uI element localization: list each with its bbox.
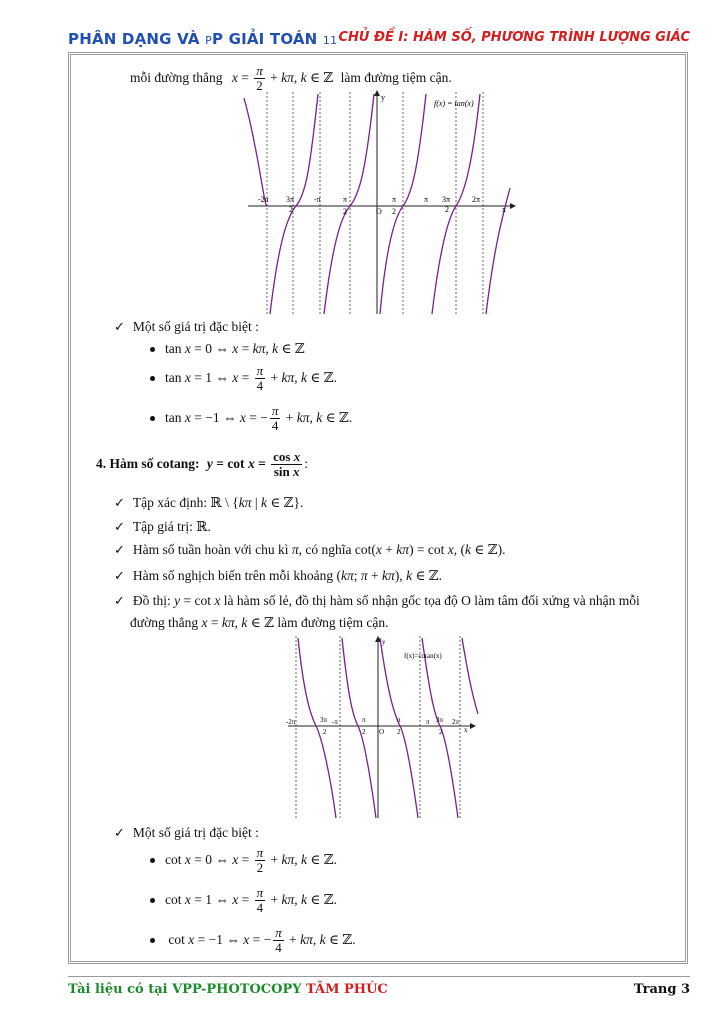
cot-graph-desc: ✓ Đồ thị: y = cot x là hàm số lẻ, đồ thị hàm số nhận gốc tọa độ O làm tâm đối xứng và nhận mỗi	[114, 593, 640, 609]
header-grade: 11	[322, 34, 338, 47]
cot-graph-desc-2: đường thẳng x = kπ, k ∈ ℤ làm đường tiệm cận.	[130, 615, 389, 630]
bullet-icon	[150, 938, 155, 943]
tan-tick-labels	[258, 93, 506, 216]
svg-text:π: π	[362, 716, 366, 724]
svg-text:-2π: -2π	[286, 718, 296, 726]
cot-graph	[284, 634, 480, 820]
tan-graph	[240, 88, 520, 316]
svg-text:3π: 3π	[286, 195, 295, 204]
svg-text:π: π	[397, 716, 401, 724]
svg-text:-2π: -2π	[258, 195, 269, 204]
svg-text:3π: 3π	[442, 195, 451, 204]
text: đường thẳng	[130, 615, 199, 630]
svg-text:2π: 2π	[472, 195, 481, 204]
cot-periodic: ✓ Hàm số tuần hoàn với chu kì π, có nghĩa cot(x + kπ) = cot x, (k ∈ ℤ).	[114, 542, 506, 558]
tan-special-heading	[114, 320, 259, 334]
svg-text:2: 2	[343, 207, 347, 216]
check-icon: ✓	[114, 569, 125, 584]
header-title	[68, 30, 337, 48]
footer-divider	[68, 976, 690, 977]
svg-text:y: y	[381, 93, 385, 102]
check-icon: ✓	[114, 594, 125, 609]
tan-formula-2: tan x = 1 ⇔ x = $\frac{\pi}{4}$ + kπ, k ∈ ℤ.	[150, 364, 337, 394]
svg-text:3π: 3π	[436, 716, 444, 724]
svg-text:O: O	[379, 728, 385, 736]
text: Đồ thị:	[132, 593, 171, 608]
header-chapter: CHỦ ĐỀ I: HÀM SỐ, PHƯƠNG TRÌNH LƯỢNG GIÁC	[338, 30, 690, 45]
svg-text:π: π	[426, 718, 430, 726]
check-icon: ✓	[114, 520, 125, 535]
svg-text:2: 2	[289, 205, 293, 214]
check-icon: ✓	[114, 826, 125, 841]
cot-domain: ✓ Tập xác định: ℝ \ {kπ | k ∈ ℤ}.	[114, 495, 304, 511]
footer-source	[68, 982, 388, 997]
header-title-part: P	[205, 34, 212, 47]
cot-graph-label: f(x)=cotan(x)	[404, 652, 442, 660]
tan-graph-label: f(x) = tan(x)	[434, 99, 474, 108]
svg-text:π: π	[343, 195, 348, 204]
text: mỗi đường thẳng	[130, 69, 223, 85]
bullet-icon	[150, 898, 155, 903]
bullet-icon	[150, 416, 155, 421]
svg-text:2: 2	[439, 728, 443, 736]
svg-text:2: 2	[397, 728, 401, 736]
text: làm đường tiệm cận.	[277, 615, 389, 630]
text: Hàm số nghịch biến trên mỗi khoảng	[132, 568, 334, 583]
check-icon: ✓	[114, 496, 125, 511]
svg-text:x: x	[502, 205, 506, 214]
cot-formula-1: cot x = 0 ⇔ x = $\frac{\pi}{2}$ + kπ, k ∈ ℤ.	[150, 846, 337, 876]
text: là hàm số lẻ, đồ thị hàm số nhận gốc tọa độ O làm tâm đối xứng và nhận mỗi	[223, 593, 640, 608]
text: Hàm số tuần hoàn với chu kì	[132, 542, 289, 557]
cot-heading: 4. Hàm số cotang: y = cot x = $\frac{\text{cos x}}{\text{sin x}}$ :	[96, 449, 308, 480]
svg-text:π: π	[424, 195, 429, 204]
svg-text:3π: 3π	[320, 716, 328, 724]
cot-decreasing: ✓ Hàm số nghịch biến trên mỗi khoảng (kπ; π + kπ), k ∈ ℤ.	[114, 568, 443, 584]
tan-asymptote-line: mỗi đường thẳng x = $\frac{\pi}{2}$ + kπ, k ∈ ℤ làm đường tiệm cận.	[130, 63, 452, 94]
svg-text:π: π	[392, 195, 397, 204]
tan-formula-3: tan x = −1 ⇔ x = − $\frac{\pi}{4}$ + kπ, k ∈ ℤ.	[150, 404, 352, 434]
svg-text:2: 2	[392, 207, 396, 216]
svg-text:y: y	[382, 638, 386, 646]
footer-text: Tài liệu có tại VPP-PHOTOCOPY	[68, 982, 302, 997]
text: Một số giá trị đặc biệt :	[132, 825, 259, 840]
text: , có nghĩa	[298, 542, 352, 557]
svg-text:x: x	[464, 726, 468, 734]
text: Tập xác định:	[132, 495, 208, 510]
cot-formula-2: cot x = 1 ⇔ x = $\frac{\pi}{4}$ + kπ, k ∈ ℤ.	[150, 886, 337, 916]
text: Một số giá trị đặc biệt :	[132, 319, 259, 334]
cot-special-heading	[114, 826, 259, 840]
svg-text:2: 2	[362, 728, 366, 736]
text: làm đường tiệm cận.	[340, 69, 452, 85]
svg-text:2: 2	[445, 205, 449, 214]
page-number: Trang 3	[633, 982, 690, 997]
text: Tập giá trị:	[132, 519, 193, 534]
svg-text:2: 2	[323, 728, 327, 736]
svg-text:O: O	[376, 207, 382, 216]
cot-formula-3: cot x = −1 ⇔ x = − $\frac{\pi}{4}$ + kπ, k ∈ ℤ.	[150, 926, 356, 956]
check-icon: ✓	[114, 543, 125, 558]
header-title-part: PHÂN DẠNG VÀ	[68, 30, 200, 48]
check-icon: ✓	[114, 320, 125, 335]
tan-formula-1: tan x = 0 ⇔ x = kπ, k ∈ ℤ	[150, 342, 305, 356]
section-title: 4. Hàm số cotang:	[96, 455, 200, 471]
svg-text:2π: 2π	[452, 718, 460, 726]
footer-brand: TÂM PHÚC	[306, 982, 388, 997]
header-title-part: P GIẢI TOÁN	[211, 30, 318, 48]
bullet-icon	[150, 858, 155, 863]
svg-text:-π: -π	[314, 195, 321, 204]
bullet-icon	[150, 376, 155, 381]
cot-range: ✓ Tập giá trị: ℝ.	[114, 519, 211, 535]
bullet-icon	[150, 347, 155, 352]
svg-text:-π: -π	[332, 718, 338, 726]
